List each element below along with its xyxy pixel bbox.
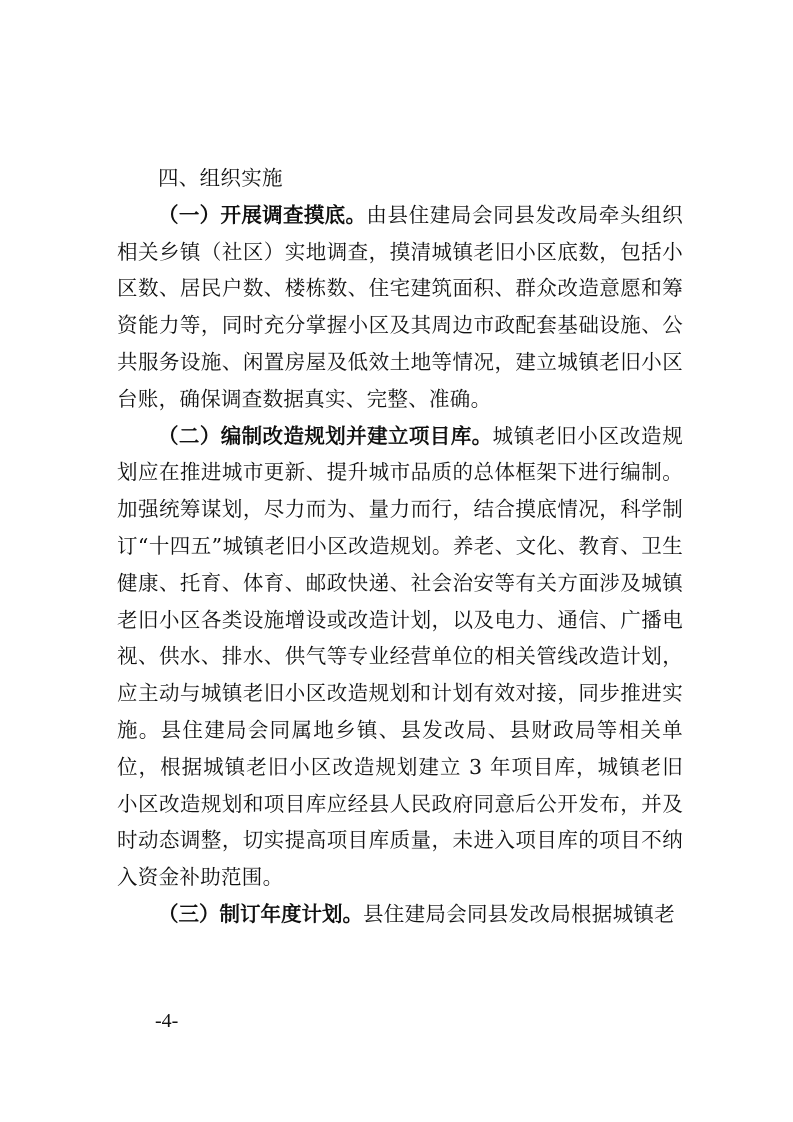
section-heading: 四、组织实施 xyxy=(158,166,283,190)
paragraph-1-heading: （一）开展调查摸底。 xyxy=(158,202,367,227)
paragraph-1-body: 由县住建局会同县发改局牵头组织相关乡镇（社区）实地调查，摸清城镇老旧小区底数，包括小区数、居民户数、楼栋数、住宅建筑面积、群众改造意愿和筹资能力等，同时充分掌握小区及其周边市政配套基础设施、公共服务设施、闲置房屋及低效土地等情况，建立城镇老旧小区台账，确保调查数据真实、完整、准确。 xyxy=(117,202,684,411)
paragraph-3-heading: （三）制订年度计划。 xyxy=(158,901,363,926)
paragraph-2-body: 城镇老旧小区改造规划应在推进城市更新、提升城市品质的总体框架下进行编制。加强统筹谋划，尽力而为、量力而行，结合摸底情况，科学制订“十四五”城镇老旧小区改造规划。养老、文化、教育、卫生健康、托育、体育、邮政快递、社会治安等有关方面涉及城镇老旧小区各类设施增设或改造计划，以及电力、通信、广播电视、供水、排水、供气等专业经营单位的相关管线改造计划，应主动与城镇老旧小区改造规划和计划有效对接，同步推进实施。县住建局会同属地乡镇、县发改局、县财政局等相关单位，根据城镇老旧小区改造规划建立 3 年项目库，城镇老旧小区改造规划和项目库应经县人民政府同意后公开发布，并及时动态调整，切实提高项目库质量，未进入项目库的项目不纳入资金补助范围。 xyxy=(117,423,683,890)
paragraph-1 xyxy=(117,197,683,418)
paragraph-3 xyxy=(117,896,683,933)
paragraph-3-body: 县住建局会同县发改局根据城镇老 xyxy=(363,901,675,926)
paragraph-2 xyxy=(117,418,683,896)
paragraph-2-heading: （二）编制改造规划并建立项目库。 xyxy=(158,423,493,448)
page-number: -4- xyxy=(155,1010,179,1032)
document-body xyxy=(117,160,683,933)
